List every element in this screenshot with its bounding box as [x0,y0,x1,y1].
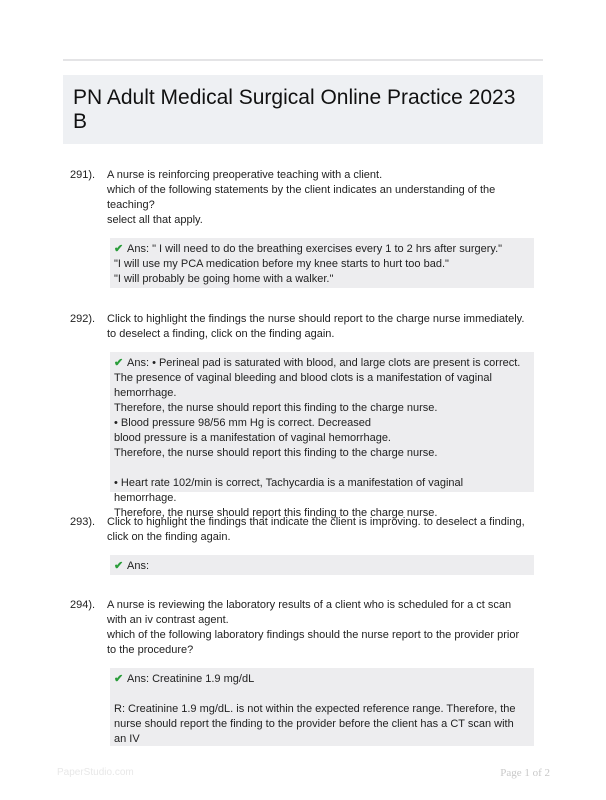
footer-site: PaperStudio.com [57,767,134,778]
blank-line [114,461,528,476]
question-line: which of the following statements by the client indicates an understanding of the teaching? [107,184,496,211]
page-title: PN Adult Medical Surgical Online Practice 2023 B [73,86,516,133]
answer-line: Therefore, the nurse should report this finding to the charge nurse. [114,447,438,459]
blank-line [114,687,528,702]
answer-line [114,559,528,574]
question-line: Click to highlight the findings that indicate the client is improving. to deselect a finding, click on the finding again. [107,516,525,543]
answer-text: Ans: " I will need to do the breathing exercises every 1 to 2 hrs after surgery." [127,243,503,255]
answer-text: Ans: [127,560,150,572]
question-text [107,168,527,228]
answer-line [114,356,528,401]
question-line: A nurse is reviewing the laboratory results of a client who is scheduled for a ct scan with an iv contrast agent. [107,599,512,626]
question-text [107,312,527,342]
question-number: 293). [70,516,96,528]
answer-box-291 [110,238,534,288]
top-divider [63,59,543,61]
question-line: select all that apply. [107,214,203,226]
answer-line: • Heart rate 102/min is correct, Tachycardia is a manifestation of vaginal hemorrhage. [114,477,464,504]
answer-line: Therefore, the nurse should report this finding to the charge nurse. [114,402,438,414]
answer-line [114,242,528,257]
question-line: Click to highlight the findings the nurse should report to the charge nurse immediately. to deselect a finding, click on the finding again. [107,313,525,340]
answer-box-293 [110,555,534,575]
answer-box-294 [110,668,534,746]
question-number: 292). [70,313,96,325]
answer-box-292 [110,352,534,519]
answer-text: Ans: Creatinine 1.9 mg/dL [127,673,255,685]
title-banner [63,75,543,144]
question-number: 291). [70,169,96,181]
question-line: A nurse is reinforcing preoperative teaching with a client. [107,169,383,181]
page-number: Page 1 of 2 [500,767,550,779]
answer-line: "I will probably be going home with a walker." [114,273,334,285]
question-text [107,515,527,545]
answer-line: blood pressure is a manifestation of vaginal hemorrhage. [114,432,391,444]
question-line: which of the following laboratory findings should the nurse report to the provider prior to the procedure? [107,629,520,656]
answer-line: • Blood pressure 98/56 mm Hg is correct. Decreased [114,417,371,429]
answer-line: R: Creatinine 1.9 mg/dL. is not within the expected reference range. Therefore, the nurse should report the finding to the provider before the client has a CT scan with an IV [114,703,516,745]
question-number: 294). [70,599,96,611]
question-text [107,598,527,658]
answer-line: Therefore, the nurse should report this finding to the charge nurse. [114,507,438,519]
answer-text: Ans: • Perineal pad is saturated with blood, and large clots are present is correct. The presence of vaginal bleeding and blood clots is a manifestation of vaginal hemorrhage. [114,357,521,399]
check-icon: ✔ [114,673,124,685]
answer-line: "I will use my PCA medication before my knee starts to hurt too bad." [114,258,449,270]
check-icon: ✔ [114,243,124,255]
check-icon: ✔ [114,357,124,369]
answer-line [114,672,528,687]
check-icon: ✔ [114,560,124,572]
